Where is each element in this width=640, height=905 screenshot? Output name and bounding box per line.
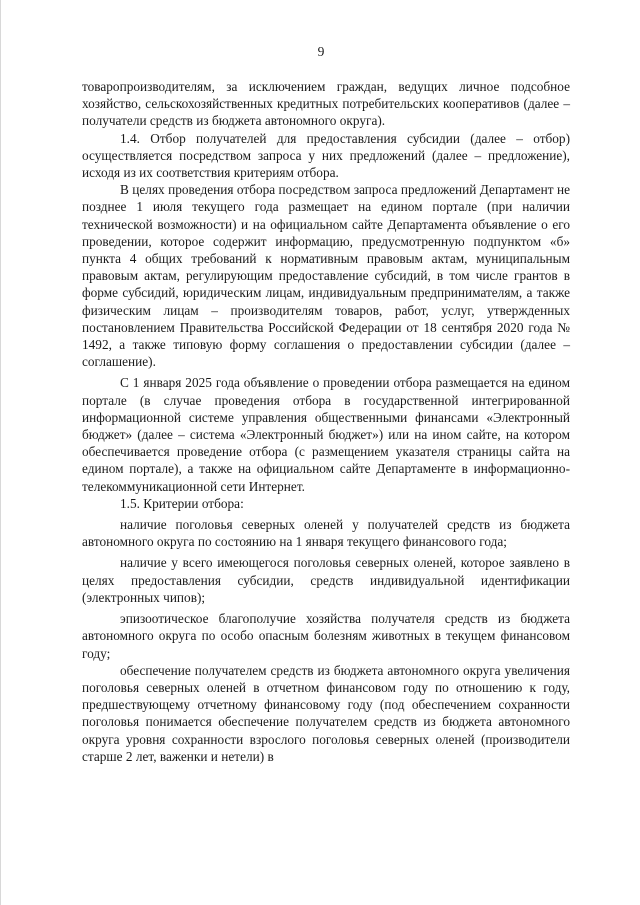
paragraph-criterion-herd-growth: обеспечение получателем средств из бюджета автономного округа увеличения поголовья северных оленей в отчетном финансовом году по отношению к году, предшествующему отчетному финансовому году (под обеспечением сохранности поголовья понимается обеспечение получателем средств из бюджета автономного округа уровня сохранности взрослого поголовья северных оленей (производители старше 2 лет, важенки и нетели) в: [82, 662, 570, 764]
document-body: [82, 78, 570, 765]
paragraph-criterion-livestock: наличие поголовья северных оленей у получателей средств из бюджета автономного округа по состоянию на 1 января текущего финансового года;: [82, 517, 570, 550]
paragraph-1-4-selection: 1.4. Отбор получателей для предоставления субсидии (далее – отбор) осуществляется посредством запроса у них предложений (далее – предложение), исходя из их соответствия критериям отбора.: [82, 130, 570, 181]
paragraph-recipients-definition: товаропроизводителям, за исключением граждан, ведущих личное подсобное хозяйство, сельскохозяйственных кредитных потребительских кооперативов (далее – получатели средств из бюджета автономного округа).: [82, 79, 570, 129]
page-number: 9: [317, 44, 325, 59]
paragraph-criterion-epizootic: эпизоотическое благополучие хозяйства получателя средств из бюджета автономного округа по особо опасным болезням животных в текущем финансовом году;: [82, 611, 570, 661]
paragraph-2025-portal: С 1 января 2025 года объявление о проведении отбора размещается на едином портале (в случае проведения отбора в государственной интегрированной информационной системе управления общественными финансами «Электронный бюджет» (далее – система «Электронный бюджет») или на ином сайте, на котором обеспечивается проведение отбора (с размещением указателя страницы сайта на едином портале), а также на официальном сайте Департаменте в информационно-телекоммуникационной сети Интернет.: [82, 375, 570, 494]
paragraph-criterion-chips: наличие у всего имеющегося поголовья северных оленей, которое заявлено в целях предоставления субсидии, средств индивидуальной идентификации (электронных чипов);: [82, 555, 570, 605]
paragraph-announcement-deadline: В целях проведения отбора посредством запроса предложений Департамент не позднее 1 июля текущего года размещает на едином портале (при наличии технической возможности) и на официальном сайте Департамента объявление о его проведении, которое содержит информацию, предусмотренную подпунктом «б» пункта 4 общих требований к нормативным правовым актам, муниципальным правовым актам, регулирующим предоставление субсидий, в том числе грантов в форме субсидий, юридическим лицам, индивидуальным предпринимателям, а также физическим лицам – производителям товаров, работ, услуг, утвержденных постановлением Правительства Российской Федерации от 18 сентября 2020 года № 1492, а также типовую форму соглашения о предоставлении субсидии (далее – соглашение).: [82, 182, 570, 370]
paragraph-1-5-criteria-heading: 1.5. Критерии отбора:: [120, 495, 244, 511]
